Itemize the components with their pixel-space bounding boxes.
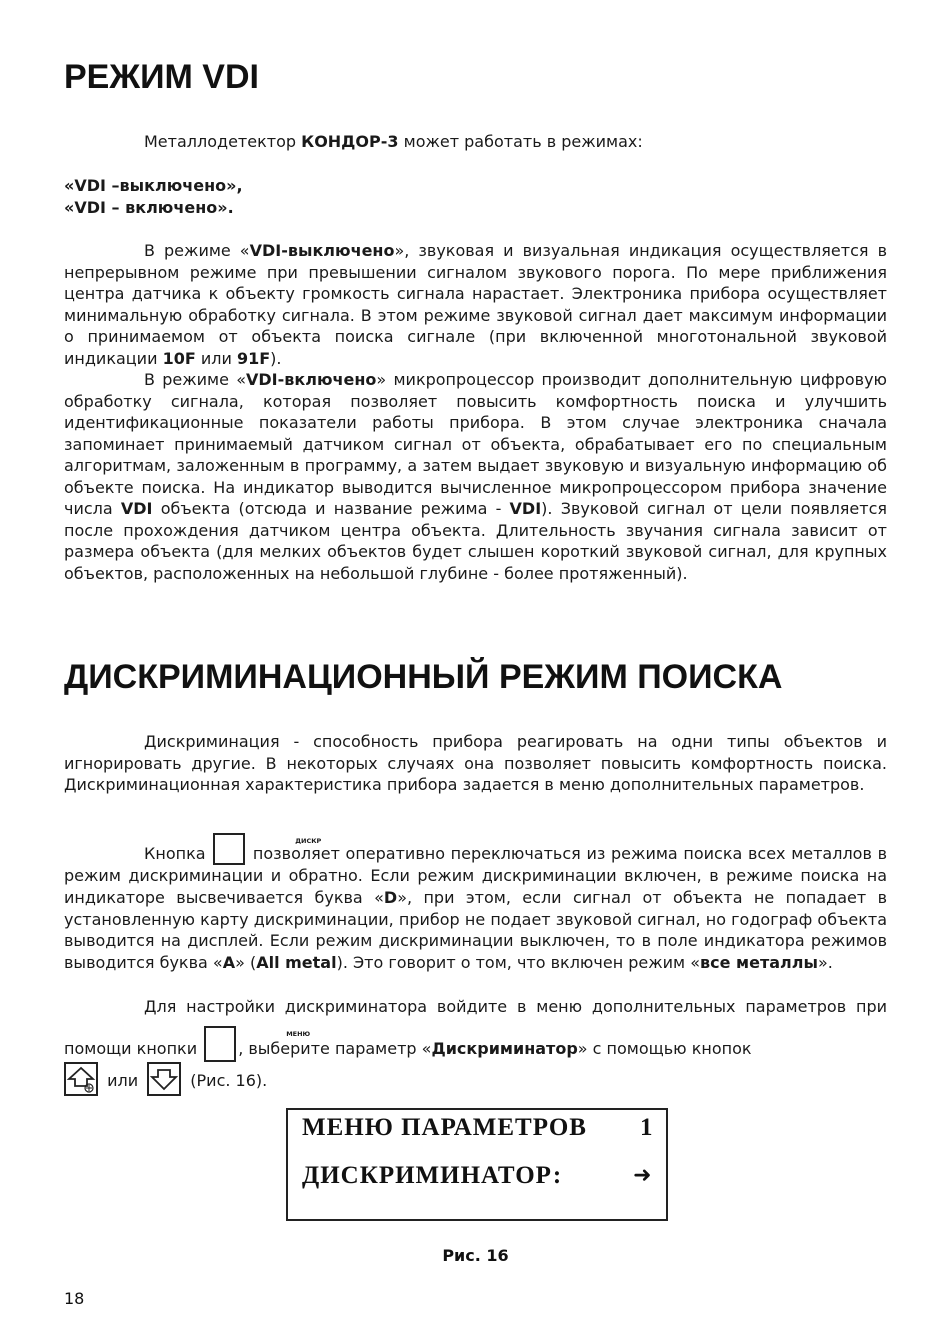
vdi-on-paragraph: В режиме «VDI-включено» микропроцессор производит дополнительную цифровую обработку сигнала, которая позволяет повысить комфортность поиска и улучшить идентификационные показатели работы прибора. В этом случае электроника сначала запоминает принимаемый датчиком сигнал от объекта, обрабатывает его по специальным алгоритмам, заложенным в программу, а затем выдает звуковую и визуальную информацию об объекте поиска. На индикатор выводится вычисленное микропроцессором прибора значение числа VDI объекта (отсюда и название режима - VDI). Звуковой сигнал от цели появляется после прохождения датчиком центра объекта. Длительность звучания сигнала зависит от размера объекта (для мелких объектов будет слышен короткий звуковой сигнал, для крупных объектов, расположенных на небольшой глубине - более протяженный).: [64, 370, 888, 583]
vdi-off-paragraph: В режиме «VDI-выключено», звуковая и визуальная индикация осуществляется в непрерывном режиме при превышении сигналом звукового порога. По мере приближения центра датчика к объекту громкость сигнала нарастает. Электроника прибора осуществляет минимальную обработку сигнала. В этом режиме звуковой сигнал дает максимум информации о принимаемом от объекта поиска сигнале (при включенной многотональной звуковой индикации 10F или 91F).: [64, 241, 887, 368]
page-number: 18: [64, 1289, 85, 1308]
discrimination-intro: [64, 731, 887, 796]
arrow-up-key-icon: [64, 1062, 98, 1096]
mode-vdi-on: «VDI – включено».: [64, 197, 234, 217]
discrimination-definition: Дискриминация - способность прибора реагировать на одни типы объектов и игнорировать другие. В некоторых случаях она позволяет повысить комфортность поиска. Дискриминационная характеристика прибора задается в меню дополнительных параметров.: [64, 732, 887, 794]
discrimination-setup-paragraph: Для настройки дискриминатора войдите в меню дополнительных параметров при помощи кнопки МЕНЮ , выберите параметр «Дискриминатор» с помощью кнопок: [64, 988, 887, 1068]
figure-caption: Рис. 16: [442, 1246, 509, 1265]
intro-text: Металлодетектор: [144, 132, 302, 151]
disc-key-icon: ДИСКР: [213, 833, 245, 865]
mode-vdi-off: «VDI –выключено»,: [64, 176, 243, 195]
modes-list: [64, 175, 887, 218]
discrimination-button-paragraph: Кнопка ДИСКР позволяет оперативно переключаться из режима поиска всех металлов в режим дискриминации и обратно. Если режим дискриминации включен, в режиме поиска на индикаторе высвечивается буква «D», при этом, если сигнал от объекта не попадает в установленную карту дискриминации, прибор не подает звуковой сигнал, но годограф объекта выводится на дисплей. Если режим дискриминации выключен, то в поле индикатора режимов выводится буква «A» (All metal). Это говорит о том, что включен режим «все металлы».: [64, 833, 887, 974]
lcd-display-figure: [286, 1108, 668, 1221]
menu-key-icon: МЕНЮ: [204, 1026, 236, 1062]
intro-paragraph: [64, 131, 887, 153]
vdi-paragraphs: [64, 240, 887, 584]
lcd-line-1: [302, 1114, 654, 1142]
lcd-line-2: ДИСКРИМИНАТОР:: [302, 1162, 563, 1189]
lcd-menu-title: МЕНЮ ПАРАМЕТРОВ: [302, 1114, 587, 1141]
section-title-discrimination: ДИСКРИМИНАЦИОННЫЙ РЕЖИМ ПОИСКА: [64, 658, 783, 696]
arrow-keys-line: или (Рис. 16).: [64, 1062, 887, 1098]
arrow-down-key-icon: [147, 1062, 181, 1096]
device-name: КОНДОР-3: [301, 132, 399, 151]
lcd-menu-page: 1: [640, 1114, 654, 1141]
section-title-vdi: РЕЖИМ VDI: [64, 58, 259, 96]
intro-text-end: может работать в режимах:: [398, 132, 643, 151]
right-arrow-icon: ➜: [633, 1163, 652, 1188]
